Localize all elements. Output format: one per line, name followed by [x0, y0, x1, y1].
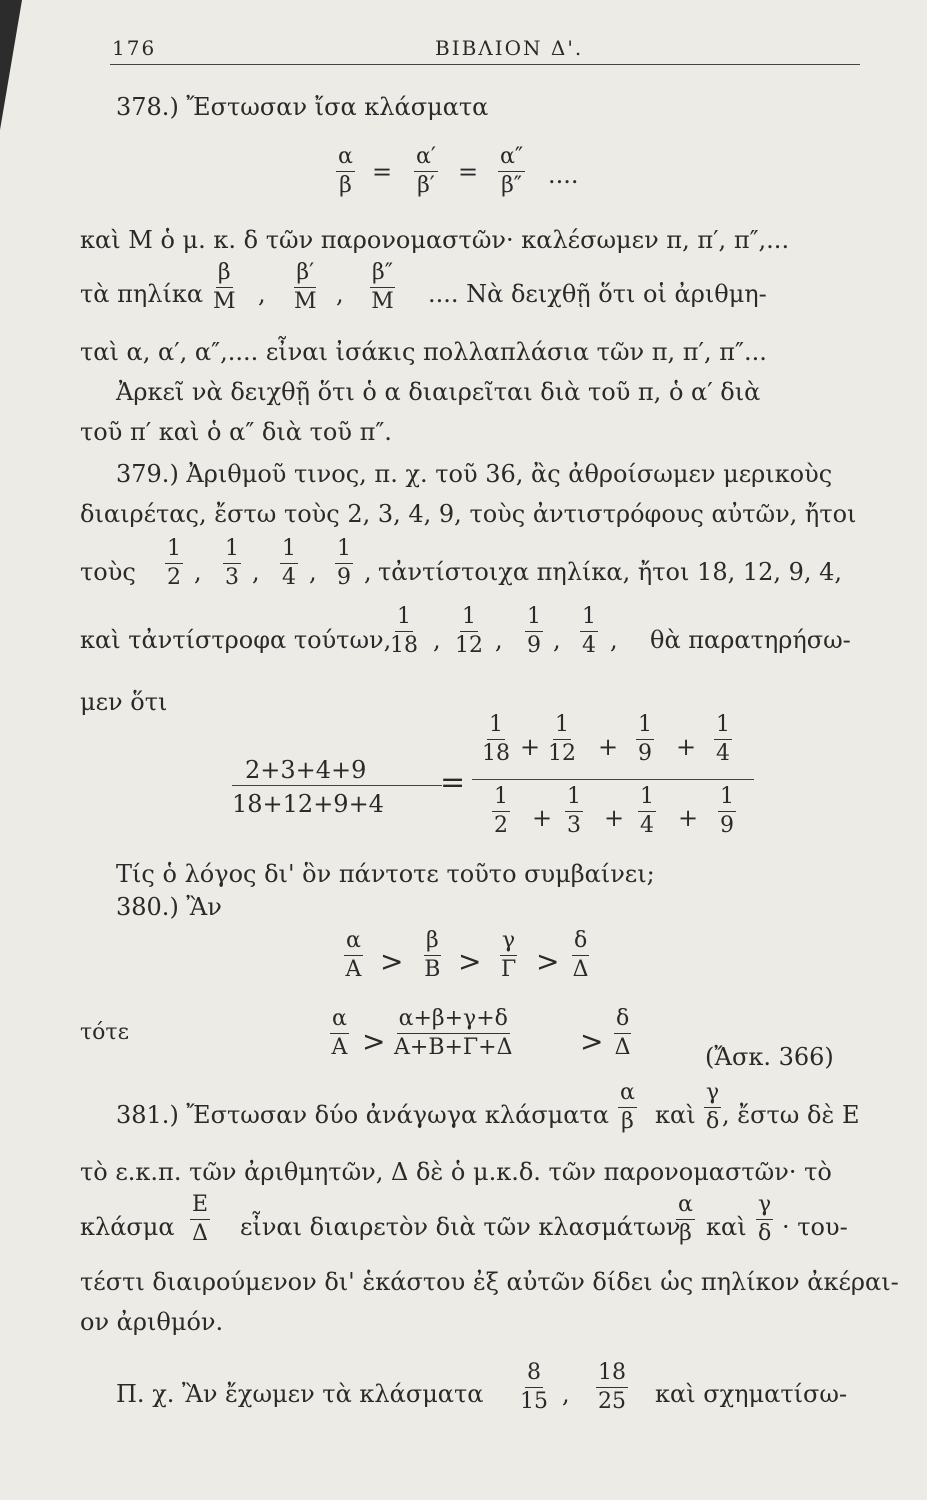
numerator: α — [344, 930, 363, 956]
s378-line1: καὶ Μ ὁ μ. κ. δ τῶν παρονομαστῶν· καλέσωμεν π, π′, π″,... — [80, 226, 790, 254]
numerator: α″ — [498, 146, 525, 172]
numerator: 1 — [492, 786, 510, 812]
eq-lower-term — [565, 786, 583, 837]
s378-title: 378.) Ἔστωσαν ἴσα κλάσματα — [116, 93, 489, 121]
reciprocal-fraction — [280, 538, 298, 589]
s378-ratio-1 — [213, 262, 236, 313]
s378-line2b: .... Νὰ δειχθῇ ὅτι οἱ ἀριθμη- — [428, 280, 767, 308]
plus-sign: + — [520, 733, 541, 761]
reciprocal-fraction — [335, 538, 353, 589]
s380-fraction — [344, 930, 363, 981]
denominator: β″ — [501, 173, 522, 198]
denominator: 15 — [520, 1389, 548, 1414]
denominator: δ — [757, 1221, 772, 1246]
s381-line4: τέστι διαιρούμενον δι' ἑκάστου ἐξ αὐτῶν δίδει ὡς πηλίκον ἀκέραι- — [80, 1268, 899, 1296]
denominator: 18 — [482, 741, 510, 766]
denominator: δ — [705, 1109, 720, 1134]
numerator: 1 — [580, 606, 598, 632]
s380-fraction — [424, 930, 441, 981]
s381-line5: ον ἀριθμόν. — [80, 1308, 224, 1336]
plus-sign: + — [598, 733, 619, 761]
numerator: 1 — [487, 714, 505, 740]
numerator: γ — [756, 1194, 773, 1220]
s381-line3c: καὶ — [706, 1213, 747, 1241]
plus-sign: + — [604, 804, 625, 832]
quotient-fraction — [580, 606, 598, 657]
page-number: 176 — [112, 36, 157, 60]
numerator: β — [216, 262, 233, 288]
eq-upper-term — [548, 714, 576, 765]
numerator: 1 — [460, 606, 478, 632]
s378-fraction-2 — [414, 146, 438, 197]
comma: , — [194, 558, 202, 586]
numerator: 1 — [165, 538, 183, 564]
s378-ratio-3 — [370, 262, 395, 313]
numerator: β — [424, 930, 441, 956]
s380-title: 380.) Ἂν — [116, 893, 222, 921]
numerator: β″ — [370, 262, 395, 288]
s378-line3: ταὶ α, α′, α″,.... εἶναι ἰσάκις πολλαπλάσια τῶν π, π′, π″... — [80, 338, 767, 366]
numerator: 1 — [553, 714, 571, 740]
denominator: β — [339, 173, 352, 198]
s378-fraction-3 — [498, 146, 525, 197]
plus-sign: + — [676, 733, 697, 761]
denominator: Μ — [213, 289, 236, 314]
eq-sign: = — [458, 158, 479, 186]
numerator: 18 — [596, 1362, 628, 1388]
s380-fraction — [572, 930, 589, 981]
denominator: 2 — [494, 813, 508, 838]
eq-lower-term — [718, 786, 736, 837]
numerator: 1 — [718, 786, 736, 812]
s381-line1a: 381.) Ἔστωσαν δύο ἀνάγωγα κλάσματα — [116, 1101, 609, 1129]
eq-left-numerator: 2+3+4+9 — [245, 756, 367, 784]
gt-sign: > — [380, 945, 404, 978]
ellipsis: .... — [548, 161, 579, 189]
denominator: Δ — [614, 1035, 631, 1060]
numerator: Ε — [190, 1194, 210, 1220]
s379-line3b: τἀντίστοιχα πηλίκα, ἤτοι 18, 12, 9, 4, — [378, 558, 843, 586]
eq-upper-term — [482, 714, 510, 765]
denominator: 12 — [455, 633, 483, 658]
comma: , — [553, 626, 561, 654]
s381-line3b: εἶναι διαιρετὸν διὰ τῶν κλασμάτων — [240, 1213, 681, 1241]
denominator: Μ — [371, 289, 394, 314]
numerator: 8 — [525, 1362, 543, 1388]
s380-reference: (Ἄσκ. 366) — [705, 1043, 834, 1071]
comma: , — [364, 558, 372, 586]
denominator: Δ — [572, 957, 589, 982]
denominator: 25 — [598, 1389, 626, 1414]
numerator: 1 — [565, 786, 583, 812]
s381-line1c: , ἔστω δὲ Ε — [722, 1101, 860, 1129]
s380-middle-fraction — [394, 1008, 513, 1059]
numerator: γ — [500, 930, 517, 956]
gt-sign: > — [458, 945, 482, 978]
s378-line2a: τὰ πηλίκα — [80, 280, 204, 308]
s381-fraction — [756, 1194, 773, 1245]
eq-sign: = — [440, 765, 466, 800]
s380-fraction — [330, 1008, 349, 1059]
s381-example-fraction — [520, 1362, 548, 1413]
plus-sign: + — [532, 804, 553, 832]
s379-line5: μεν ὅτι — [80, 688, 168, 716]
numerator: γ — [704, 1082, 721, 1108]
numerator: α+β+γ+δ — [397, 1008, 510, 1034]
denominator: 9 — [638, 741, 652, 766]
denominator: 2 — [167, 565, 181, 590]
numerator: 1 — [335, 538, 353, 564]
s379-question: Τίς ὁ λόγος δι' ὃν πάντοτε τοῦτο συμβαίνει; — [116, 860, 655, 888]
denominator: 3 — [225, 565, 239, 590]
denominator: β — [621, 1109, 634, 1134]
denominator: β′ — [417, 173, 435, 198]
denominator: Α — [345, 957, 362, 982]
quotient-fraction — [455, 606, 483, 657]
s379-line2: διαιρέτας, ἔστω τοὺς 2, 3, 4, 9, τοὺς ἀντιστρόφους αὐτῶν, ἤτοι — [80, 500, 857, 528]
eq-lower-term — [492, 786, 510, 837]
denominator: 3 — [567, 813, 581, 838]
header-rule — [110, 64, 860, 65]
quotient-fraction — [390, 606, 418, 657]
denominator: 18 — [390, 633, 418, 658]
running-title: ΒΙΒΛΙΟΝ Δ'. — [435, 36, 584, 60]
denominator: 12 — [548, 741, 576, 766]
s381-fraction — [618, 1082, 637, 1133]
comma: , — [562, 1380, 570, 1408]
s381-example-fraction — [596, 1362, 628, 1413]
numerator: α — [618, 1082, 637, 1108]
s380-tote: τότε — [80, 1020, 129, 1045]
denominator: Γ — [500, 957, 517, 982]
numerator: α′ — [414, 146, 438, 172]
s379-line1: 379.) Ἀριθμοῦ τινος, π. χ. τοῦ 36, ἂς ἀθροίσωμεν μερικοὺς — [116, 460, 833, 488]
s381-fraction — [676, 1194, 695, 1245]
denominator: 4 — [582, 633, 596, 658]
numerator: 1 — [525, 606, 543, 632]
denominator: β — [679, 1221, 692, 1246]
eq-upper-term — [714, 714, 732, 765]
numerator: 1 — [280, 538, 298, 564]
denominator: Δ — [192, 1221, 208, 1246]
s378-fraction-1 — [336, 146, 355, 197]
s381-example-b: καὶ σχηματίσω- — [655, 1380, 848, 1408]
comma: , — [610, 626, 618, 654]
numerator: δ — [614, 1008, 631, 1034]
comma: , — [495, 626, 503, 654]
reciprocal-fraction — [165, 538, 183, 589]
s381-line2: τὸ ε.κ.π. τῶν ἀριθμητῶν, Δ δὲ ὁ μ.κ.δ. τῶν παρονομαστῶν· τὸ — [80, 1158, 832, 1186]
denominator: 4 — [716, 741, 730, 766]
quotient-fraction — [525, 606, 543, 657]
eq-left-bar — [232, 785, 442, 786]
numerator: δ — [572, 930, 589, 956]
gt-sign: > — [536, 945, 560, 978]
comma: , — [336, 280, 344, 308]
denominator: Μ — [294, 289, 317, 314]
s379-line4a: καὶ τἀντίστροφα τούτων, — [80, 626, 392, 654]
s381-fraction — [190, 1194, 210, 1245]
denominator: 9 — [337, 565, 351, 590]
s381-line3d: · του- — [782, 1213, 848, 1241]
numerator: β′ — [294, 262, 316, 288]
gt-sign: > — [580, 1025, 604, 1058]
denominator: 4 — [282, 565, 296, 590]
plus-sign: + — [678, 804, 699, 832]
eq-lower-term — [638, 786, 656, 837]
denominator: Α+Β+Γ+Δ — [394, 1035, 513, 1060]
denominator: 9 — [527, 633, 541, 658]
comma: , — [258, 280, 266, 308]
numerator: α — [676, 1194, 695, 1220]
eq-left-denominator: 18+12+9+4 — [232, 790, 384, 818]
s381-line3a: κλάσμα — [80, 1213, 175, 1241]
s378-ratio-2 — [294, 262, 317, 313]
s379-line3a: τοὺς — [80, 558, 136, 586]
denominator: 4 — [640, 813, 654, 838]
reciprocal-fraction — [223, 538, 241, 589]
s378-line5: τοῦ π′ καὶ ὁ α″ διὰ τοῦ π″. — [80, 418, 392, 446]
s381-example-a: Π. χ. Ἂν ἔχωμεν τὰ κλάσματα — [116, 1380, 484, 1408]
denominator: Α — [331, 1035, 348, 1060]
s379-line4b: θὰ παρατηρήσω- — [650, 626, 851, 654]
numerator: 1 — [636, 714, 654, 740]
numerator: α — [330, 1008, 349, 1034]
s381-fraction — [704, 1082, 721, 1133]
numerator: α — [336, 146, 355, 172]
eq-right-bar — [472, 779, 754, 780]
numerator: 1 — [638, 786, 656, 812]
numerator: 1 — [395, 606, 413, 632]
denominator: Β — [424, 957, 441, 982]
denominator: 9 — [720, 813, 734, 838]
eq-sign: = — [372, 158, 393, 186]
numerator: 1 — [223, 538, 241, 564]
s380-fraction — [614, 1008, 631, 1059]
s381-line1b: καὶ — [655, 1101, 696, 1129]
comma: , — [252, 558, 260, 586]
s378-line4: Ἀρκεῖ νὰ δειχθῇ ὅτι ὁ α διαιρεῖται διὰ τοῦ π, ὁ α′ διὰ — [116, 378, 761, 406]
gt-sign: > — [362, 1025, 386, 1058]
comma: , — [433, 626, 441, 654]
comma: , — [309, 558, 317, 586]
eq-upper-term — [636, 714, 654, 765]
s380-fraction — [500, 930, 517, 981]
numerator: 1 — [714, 714, 732, 740]
